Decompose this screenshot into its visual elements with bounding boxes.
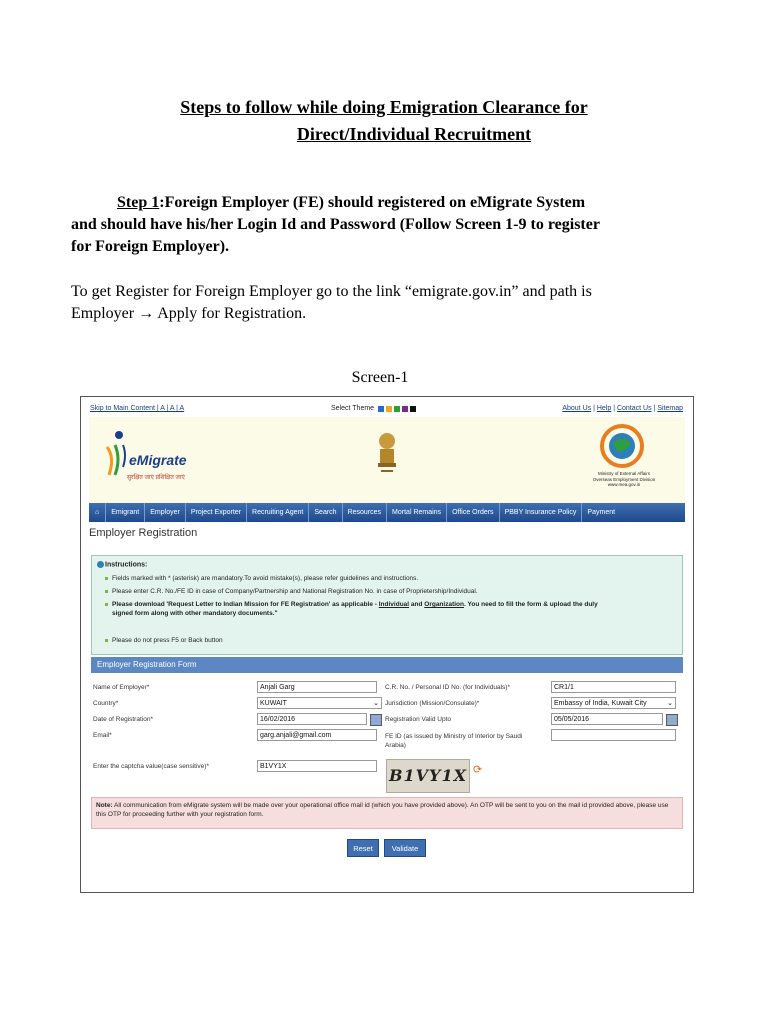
theme-swatch-green[interactable] xyxy=(394,406,400,412)
email-input[interactable]: garg.anjali@gmail.com xyxy=(257,729,377,741)
nav-resources[interactable]: Resources xyxy=(343,503,387,522)
instruction-item-3-and: and xyxy=(409,601,425,608)
instruction-item-3-text-b: . You need to fill the form & upload the duly xyxy=(464,601,598,608)
validate-button[interactable]: Validate xyxy=(384,839,426,857)
emigrate-logo-icon xyxy=(101,427,131,477)
country-value: KUWAIT xyxy=(260,700,287,707)
theme-swatch-black[interactable] xyxy=(410,406,416,412)
national-emblem-icon xyxy=(375,431,399,475)
name-input[interactable]: Anjali Garg xyxy=(257,681,377,693)
site-banner xyxy=(89,417,685,503)
page-title: Employer Registration xyxy=(89,527,198,539)
select-theme-label: Select Theme xyxy=(331,405,375,412)
crno-label: C.R. No. / Personal ID No. (for Individuals)* xyxy=(385,684,510,691)
skip-to-main-link[interactable]: Skip to Main Content | A | A | A xyxy=(90,405,185,412)
document-title-line2: Direct/Individual Recruitment xyxy=(296,124,532,144)
email-label: Email* xyxy=(93,732,112,739)
instruction-item-1: Fields marked with * (asterisk) are mandatory.To avoid mistake(s), please refer guidelines and instructions. xyxy=(112,574,672,583)
name-label: Name of Employer* xyxy=(93,684,150,691)
chevron-down-icon: ⌄ xyxy=(667,700,673,707)
date-label: Date of Registration* xyxy=(93,716,153,723)
register-line2: Employer → Apply for Registration. xyxy=(71,305,307,322)
instruction-item-3-text-c: signed form along with other mandatory documents." xyxy=(112,610,278,617)
crno-input[interactable]: CR1/1 xyxy=(551,681,676,693)
note-box xyxy=(91,797,683,829)
theme-swatch-blue[interactable] xyxy=(378,406,384,412)
theme-swatch-orange[interactable] xyxy=(386,406,392,412)
jurisdiction-label: Jurisdiction (Mission/Consulate)* xyxy=(385,700,480,707)
top-bar xyxy=(81,397,693,417)
instruction-item-2: Please enter C.R. No./FE ID in case of Company/Partnership and National Registration No. in case of Proprietership/Individual. xyxy=(112,587,672,596)
ministry-text xyxy=(579,471,669,488)
nav-search[interactable]: Search xyxy=(309,503,342,522)
captcha-image: B1VY1X xyxy=(386,759,470,793)
nav-pbby-insurance[interactable]: PBBY Insurance Policy xyxy=(500,503,583,522)
nav-payment[interactable]: Payment xyxy=(587,509,616,516)
reset-button[interactable]: Reset xyxy=(347,839,379,857)
feid-input[interactable] xyxy=(551,729,676,741)
note-text: All communication from eMigrate system will be made over your operational office mail id (which you have provided above). An OTP will be sent to you on the mail id provided above, please use this OTP for proceeding further with your registration form. xyxy=(96,802,669,818)
theme-selector xyxy=(331,405,416,412)
ministry-line2: Overseas Employment Division xyxy=(592,476,656,482)
calendar-icon[interactable] xyxy=(666,714,678,726)
instruction-item-3-text-a: Please download 'Request Letter to Indian Mission for FE Registration' as applicable - xyxy=(112,601,379,608)
country-label: Country* xyxy=(93,700,119,707)
refresh-icon[interactable]: ⟳ xyxy=(473,764,483,776)
captcha-input[interactable]: B1VY1X xyxy=(257,760,377,772)
captcha-label: Enter the captcha value(case sensitive)* xyxy=(93,763,209,770)
contact-us-link[interactable]: Contact Us xyxy=(616,405,652,412)
instructions-box xyxy=(91,555,683,655)
main-nav xyxy=(89,503,685,522)
ministry-line1: Ministry of External Affairs xyxy=(598,471,650,476)
screenshot-frame xyxy=(80,396,694,893)
nav-emigrant[interactable]: Emigrant xyxy=(106,503,145,522)
instructions-heading: Instructions: xyxy=(105,561,148,569)
valid-upto-label: Registration Valid Upto xyxy=(385,716,451,723)
feid-label xyxy=(385,732,522,750)
feid-label-line1: FE ID (as issued by Ministry of Interior by Saudi xyxy=(385,733,523,740)
step1-line2: and should have his/her Login Id and Password (Follow Screen 1-9 to register xyxy=(71,216,600,233)
ministry-globe-icon xyxy=(599,423,645,469)
nav-mortal-remains[interactable]: Mortal Remains xyxy=(387,503,447,522)
country-select[interactable] xyxy=(257,697,382,709)
step1-label: Step 1 xyxy=(117,194,160,211)
ministry-line3: www.mea.gov.in xyxy=(607,482,641,487)
step1-line1-text: :Foreign Employer (FE) should registered on eMigrate System xyxy=(159,194,586,211)
info-icon xyxy=(97,561,104,568)
jurisdiction-value: Embassy of India, Kuwait City xyxy=(554,700,647,707)
step1-line1 xyxy=(117,192,585,214)
chevron-down-icon: ⌄ xyxy=(373,700,379,707)
instruction-item-3 xyxy=(112,600,672,618)
document-title-line1: Steps to follow while doing Emigration Clearance for xyxy=(180,97,588,117)
step1-line3: for Foreign Employer). xyxy=(71,238,230,255)
top-links: About Us | Help | Contact Us | Sitemap xyxy=(562,405,683,412)
date-input[interactable]: 16/02/2016 xyxy=(257,713,367,725)
screen-label: Screen-1 xyxy=(351,369,409,386)
nav-employer[interactable]: Employer xyxy=(145,503,186,522)
calendar-icon[interactable] xyxy=(370,714,382,726)
nav-project-exporter[interactable]: Project Exporter xyxy=(186,503,247,522)
theme-swatch-purple[interactable] xyxy=(402,406,408,412)
emigrate-tagline: सुरक्षित जाएं प्रशिक्षित जाएं xyxy=(127,475,185,481)
about-us-link[interactable]: About Us xyxy=(562,405,592,412)
valid-upto-input[interactable]: 05/05/2016 xyxy=(551,713,663,725)
nav-recruiting-agent[interactable]: Recruiting Agent xyxy=(247,503,309,522)
nav-office-orders[interactable]: Office Orders xyxy=(447,503,500,522)
note-label: Note: xyxy=(96,802,113,809)
individual-link[interactable]: Individual xyxy=(378,601,410,608)
organization-link[interactable]: Organization xyxy=(424,601,464,608)
feid-label-line2: Arabia) xyxy=(385,742,406,749)
sitemap-link[interactable]: Sitemap xyxy=(657,405,683,412)
emigrate-logo-text: eMigrate xyxy=(129,452,187,468)
home-icon[interactable]: ⌂ xyxy=(89,503,106,522)
register-line1: To get Register for Foreign Employer go to the link “emigrate.gov.in” and path is xyxy=(71,283,592,300)
help-link[interactable]: Help xyxy=(596,405,612,412)
instruction-item-4: Please do not press F5 or Back button xyxy=(112,636,672,645)
instructions-title xyxy=(97,561,147,568)
jurisdiction-select[interactable] xyxy=(551,697,676,709)
form-header: Employer Registration Form xyxy=(91,657,683,673)
